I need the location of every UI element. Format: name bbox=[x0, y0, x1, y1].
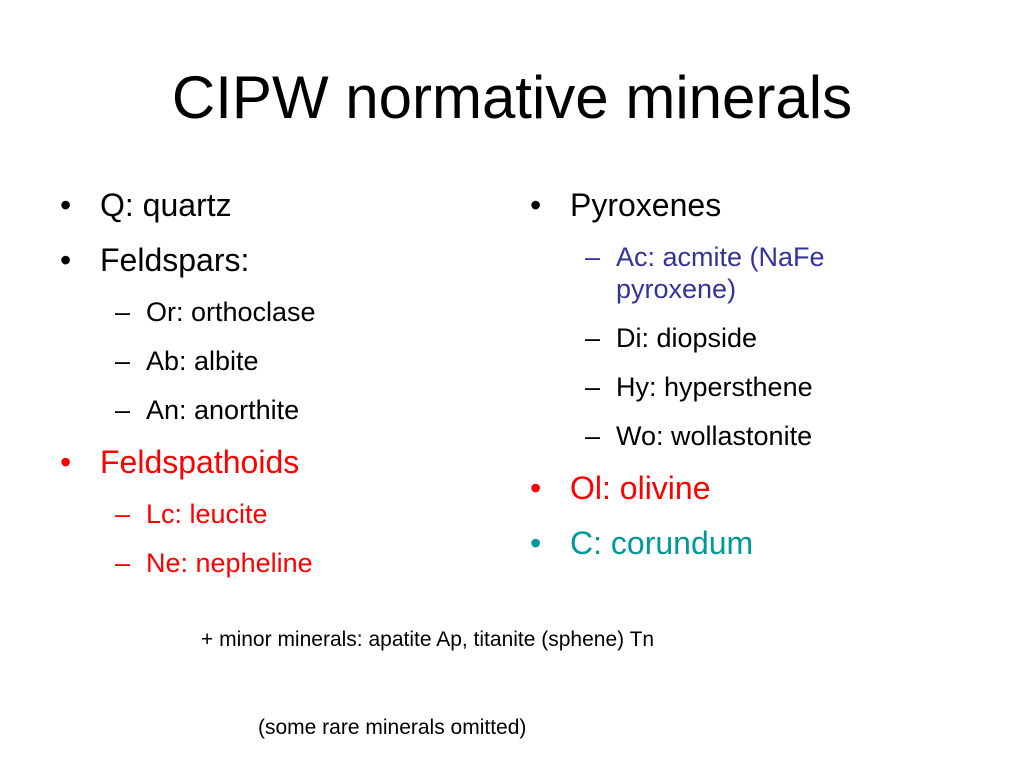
dash-marker: – bbox=[585, 372, 601, 402]
bullet-marker: • bbox=[60, 187, 72, 223]
sub-acmite-text-line2: pyroxene) bbox=[616, 274, 737, 304]
sub-diopside-text: Di: diopside bbox=[616, 323, 758, 353]
dash-marker: – bbox=[115, 395, 131, 425]
bullet-olivine-text: Ol: olivine bbox=[570, 470, 711, 506]
sub-leucite-text: Lc: leucite bbox=[146, 499, 268, 529]
dash-marker: – bbox=[585, 242, 601, 272]
sub-nepheline-text: Ne: nepheline bbox=[146, 548, 313, 578]
left-column bbox=[58, 186, 498, 596]
bullet-olivine bbox=[528, 469, 978, 507]
bullet-pyroxenes-text: Pyroxenes bbox=[570, 187, 722, 223]
rare-minerals-note: (some rare minerals omitted) bbox=[258, 716, 527, 739]
dash-marker: – bbox=[585, 421, 601, 451]
sub-albite-text: Ab: albite bbox=[146, 346, 259, 376]
dash-marker: – bbox=[115, 499, 131, 529]
sub-diopside bbox=[528, 322, 978, 354]
sub-hypersthene bbox=[528, 371, 978, 403]
sub-acmite bbox=[528, 241, 978, 305]
bullet-feldspars bbox=[58, 241, 498, 279]
bullet-feldspars-text: Feldspars: bbox=[100, 242, 250, 278]
bullet-feldspathoids bbox=[58, 443, 498, 481]
minor-minerals-note: + minor minerals: apatite Ap, titanite (sphene) Tn bbox=[201, 628, 655, 651]
bullet-marker: • bbox=[60, 444, 72, 480]
dash-marker: – bbox=[115, 346, 131, 376]
sub-wollastonite-text: Wo: wollastonite bbox=[616, 421, 813, 451]
sub-leucite bbox=[58, 498, 498, 530]
bullet-quartz-text: Q: quartz bbox=[100, 187, 232, 223]
bullet-corundum bbox=[528, 524, 978, 562]
sub-acmite-text-line1: Ac: acmite (NaFe bbox=[616, 242, 825, 272]
slide-title: CIPW normative minerals bbox=[171, 64, 853, 131]
dash-marker: – bbox=[585, 323, 601, 353]
bullet-marker: • bbox=[60, 242, 72, 278]
bullet-marker: • bbox=[530, 187, 542, 223]
bullet-quartz bbox=[58, 186, 498, 224]
bullet-corundum-text: C: corundum bbox=[570, 525, 754, 561]
right-column bbox=[528, 186, 978, 579]
sub-nepheline bbox=[58, 547, 498, 579]
sub-orthoclase bbox=[58, 296, 498, 328]
sub-wollastonite bbox=[528, 420, 978, 452]
sub-anorthite-text: An: anorthite bbox=[146, 395, 300, 425]
bullet-marker: • bbox=[530, 525, 542, 561]
sub-orthoclase-text: Or: orthoclase bbox=[146, 297, 316, 327]
sub-anorthite bbox=[58, 394, 498, 426]
bullet-marker: • bbox=[530, 470, 542, 506]
bullet-feldspathoids-text: Feldspathoids bbox=[100, 444, 300, 480]
dash-marker: – bbox=[115, 297, 131, 327]
dash-marker: – bbox=[115, 548, 131, 578]
bullet-pyroxenes bbox=[528, 186, 978, 224]
sub-albite bbox=[58, 345, 498, 377]
sub-hypersthene-text: Hy: hypersthene bbox=[616, 372, 813, 402]
